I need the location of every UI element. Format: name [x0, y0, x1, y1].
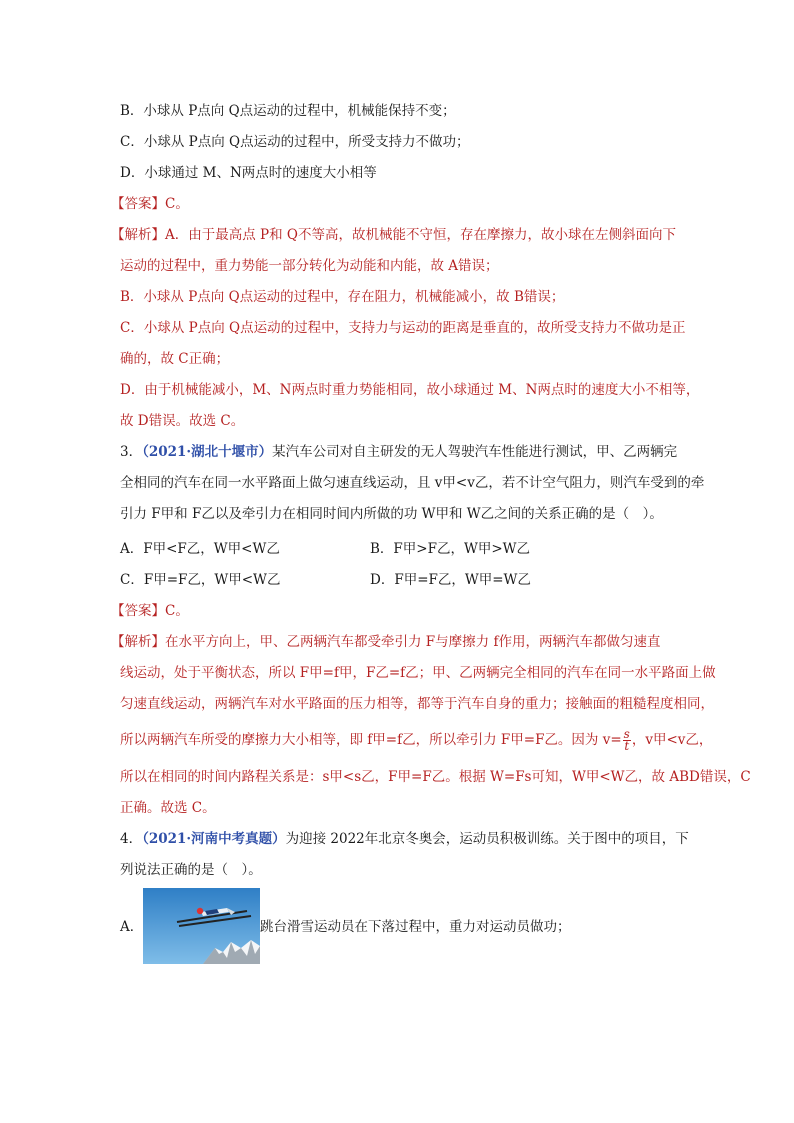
analysis-text: ，v甲<v乙， — [631, 732, 713, 748]
q2-analysis-line-2: 运动的过程中，重力势能一部分转化为动能和内能，故 A错误； — [120, 258, 499, 274]
fraction-denominator: t — [624, 739, 630, 753]
velocity-fraction — [623, 729, 631, 752]
q3-analysis-line-5: 所以在相同的时间内路程关系是：s甲<s乙，F甲=F乙。根据 W=Fs可知，W甲<W乙，故 ABD错误，C — [120, 769, 751, 785]
analysis-text: A．由于最高点 P和 Q不等高，故机械能不守恒，存在摩擦力，故小球在左侧斜面向下 — [165, 227, 676, 243]
question-source: （2021·湖北十堰市） — [142, 444, 273, 460]
q3-analysis-line-1 — [0, 631, 794, 653]
q2-analysis-line-7: 故 D错误。故选 C。 — [120, 413, 245, 429]
fraction-numerator: s — [623, 727, 630, 741]
q3-stem-line-3: 引力 F甲和 F乙以及牵引力在相同时间内所做的功 W甲和 W乙之间的关系正确的是（ ）。 — [120, 506, 663, 522]
q2-analysis-line-4: C．小球从 P点向 Q点运动的过程中，支持力与运动的距离是垂直的，故所受支持力不做功是正 — [120, 320, 686, 336]
q3-answer — [0, 600, 794, 622]
q3-analysis-line-3: 匀速直线运动，两辆汽车对水平路面的压力相等，都等于汽车自身的重力；接触面的粗糙程度相同， — [120, 696, 714, 712]
q2-analysis-line-5: 确的，故 C正确； — [120, 351, 230, 367]
q3-option-b: B．F甲>F乙，W甲>W乙 — [370, 541, 531, 557]
q3-stem-line-2: 全相同的汽车在同一水平路面上做匀速直线运动，且 v甲<v乙，若不计空气阻力，则汽车受到的牵 — [120, 475, 705, 491]
answer-value: C。 — [165, 603, 189, 619]
q4-stem-line-1 — [0, 828, 794, 850]
q2-answer — [0, 193, 794, 215]
q3-analysis-line-2: 线运动，处于平衡状态，所以 F甲=f甲，F乙=f乙；甲、乙两辆完全相同的汽车在同一水平路面上做 — [120, 665, 716, 681]
q4-option-a-label: A． — [120, 919, 144, 935]
q4-stem-line-2: 列说法正确的是（ ）。 — [120, 862, 262, 878]
question-text: 为迎接 2022年北京冬奥会，运动员积极训练。关于图中的项目，下 — [285, 831, 689, 847]
q4-option-a-text: 跳台滑雪运动员在下落过程中，重力对运动员做功； — [260, 919, 571, 935]
analysis-tag: 【解析】 — [111, 227, 165, 243]
analysis-text: 所以两辆汽车所受的摩擦力大小相等，即 f甲=f乙，所以牵引力 F甲=F乙。因为 v= — [120, 732, 622, 748]
answer-value: C。 — [165, 196, 189, 212]
q2-option-d: D．小球通过 M、N两点时的速度大小相等 — [120, 165, 377, 181]
q3-stem-line-1 — [0, 441, 794, 463]
answer-tag: 【答案】 — [111, 603, 165, 619]
q3-analysis-line-6: 正确。故选 C。 — [120, 800, 216, 816]
question-source: （2021·河南中考真题） — [142, 831, 286, 847]
q3-analysis-line-4 — [0, 729, 794, 752]
q2-option-b: B．小球从 P点向 Q点运动的过程中，机械能保持不变； — [120, 103, 456, 119]
question-number: 4． — [120, 831, 143, 847]
q3-option-a: A．F甲<F乙，W甲<W乙 — [120, 541, 280, 557]
question-text: 某汽车公司对自主研发的无人驾驶汽车性能进行测试，甲、乙两辆完 — [272, 444, 678, 460]
ski-jump-photo — [143, 888, 260, 964]
q2-option-c: C．小球从 P点向 Q点运动的过程中，所受支持力不做功； — [120, 134, 470, 150]
q2-analysis-line-6: D．由于机械能减小，M、N两点时重力势能相同，故小球通过 M、N两点时的速度大小不相等， — [120, 382, 700, 398]
analysis-tag: 【解析】 — [111, 634, 165, 650]
answer-tag: 【答案】 — [111, 196, 165, 212]
q2-analysis-line-1 — [0, 224, 794, 246]
q3-option-d: D．F甲=F乙，W甲=W乙 — [370, 572, 531, 588]
question-number: 3． — [120, 444, 143, 460]
q2-analysis-line-3: B．小球从 P点向 Q点运动的过程中，存在阻力，机械能减小，故 B错误； — [120, 289, 565, 305]
q3-option-c: C．F甲=F乙，W甲<W乙 — [120, 572, 281, 588]
analysis-text: 在水平方向上，甲、乙两辆汽车都受牵引力 F与摩擦力 f作用，两辆汽车都做匀速直 — [165, 634, 661, 650]
ski-jumper-image — [143, 888, 260, 964]
